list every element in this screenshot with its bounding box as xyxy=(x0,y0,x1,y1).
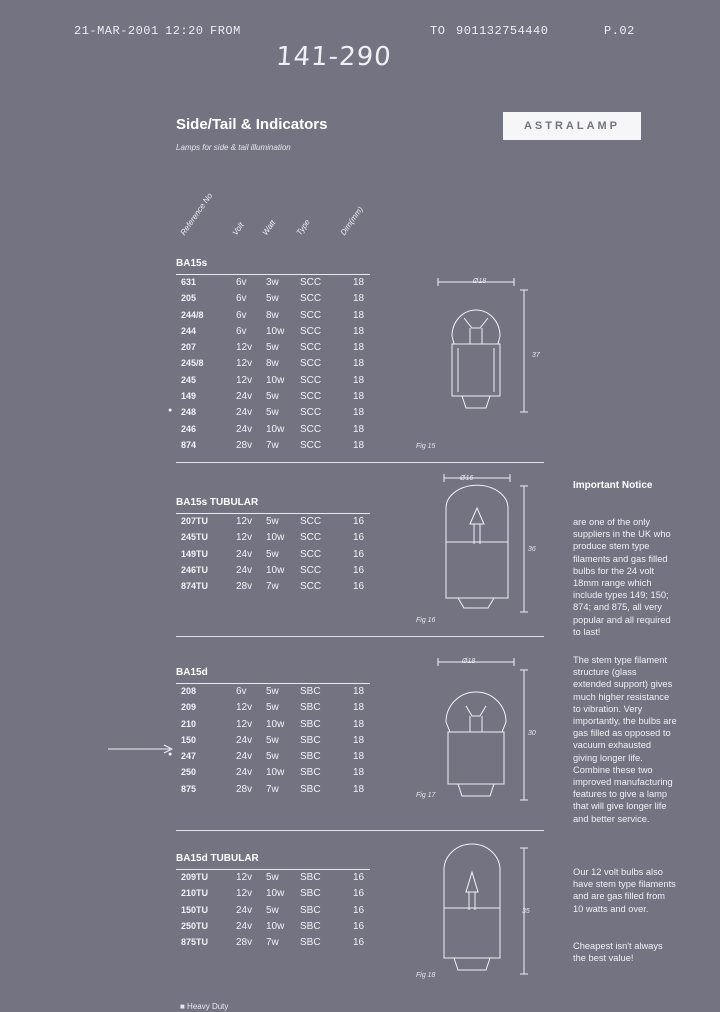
cell-type: SBC xyxy=(300,702,321,714)
fig17-dia: Ø18 xyxy=(462,658,476,665)
bulb-diagram-fig17 xyxy=(424,656,536,804)
section-divider xyxy=(176,830,544,831)
brand-logo: ASTRALAMP xyxy=(503,112,641,140)
cell-watt: 7w xyxy=(266,937,279,949)
fig17-label: Fig 17 xyxy=(416,792,436,799)
table-row xyxy=(176,324,370,340)
section-title: BA15d xyxy=(176,667,370,684)
cell-type: SCC xyxy=(300,532,322,544)
cell-dim: 18 xyxy=(353,767,365,779)
cell-type: SCC xyxy=(300,342,322,354)
col-type: Type xyxy=(294,217,312,237)
section-title: BA15s TUBULAR xyxy=(176,497,370,514)
cell-dim: 16 xyxy=(353,564,365,576)
cell-reference: 250TU xyxy=(181,920,209,931)
fig16-label: Fig 16 xyxy=(416,617,436,624)
fax-date: 21-MAR-2001 xyxy=(74,24,159,38)
cell-reference: 205 xyxy=(181,293,197,304)
section-divider xyxy=(176,462,544,463)
cell-watt: 5w xyxy=(266,342,279,354)
cell-watt: 10w xyxy=(266,325,285,337)
cell-volt: 28v xyxy=(236,439,253,451)
table-row xyxy=(176,547,370,563)
cell-type: SCC xyxy=(300,293,322,305)
cell-type: SCC xyxy=(300,439,322,451)
cell-dim: 16 xyxy=(353,872,365,883)
table-row xyxy=(176,291,370,307)
cell-dim: 16 xyxy=(353,888,365,900)
cell-reference: 209 xyxy=(181,702,197,713)
cell-watt: 7w xyxy=(266,581,279,593)
table-row xyxy=(176,438,370,454)
cell-dim: 18 xyxy=(353,702,365,714)
cell-type: SBC xyxy=(300,734,321,746)
table-row xyxy=(176,717,370,733)
cell-volt: 28v xyxy=(236,783,253,795)
cell-watt: 5w xyxy=(266,391,279,403)
cell-volt: 12v xyxy=(236,888,253,900)
cell-volt: 24v xyxy=(236,751,253,763)
cell-dim: 18 xyxy=(353,309,365,321)
section-title: BA15d TUBULAR xyxy=(176,853,370,870)
fax-page: P.02 xyxy=(604,24,635,38)
notice-paragraph-3: Our 12 volt bulbs also have stem type filaments and are gas filled from 10 watts and over. xyxy=(573,867,676,914)
cell-dim: 18 xyxy=(353,342,365,354)
cell-type: SBC xyxy=(300,904,321,916)
cell-type: SBC xyxy=(300,783,321,795)
cell-type: SCC xyxy=(300,581,322,593)
cell-dim: 18 xyxy=(353,277,365,288)
table-row xyxy=(176,886,370,902)
table-row xyxy=(176,935,370,951)
cell-dim: 18 xyxy=(353,783,365,795)
cell-reference: 250 xyxy=(181,767,197,778)
cell-volt: 6v xyxy=(236,686,247,697)
cell-type: SBC xyxy=(300,751,321,763)
col-watt: Watt xyxy=(260,218,278,237)
cell-reference: 207 xyxy=(181,342,197,353)
cell-type: SBC xyxy=(300,686,321,697)
cell-volt: 24v xyxy=(236,391,253,403)
table-row xyxy=(176,389,370,405)
cell-volt: 6v xyxy=(236,325,247,337)
cell-reference: 209TU xyxy=(181,872,209,882)
table-row xyxy=(176,782,370,798)
fax-time: 12:20 xyxy=(165,24,204,38)
fig18-label: Fig 18 xyxy=(416,972,436,979)
cell-reference: 631 xyxy=(181,277,197,287)
cell-reference: 207TU xyxy=(181,516,209,526)
cell-reference: 246 xyxy=(181,423,197,434)
cell-reference: 245/8 xyxy=(181,358,204,369)
table-row xyxy=(176,373,370,389)
cell-type: SCC xyxy=(300,358,322,370)
cell-reference: 210TU xyxy=(181,888,209,899)
cell-dim: 18 xyxy=(353,718,365,730)
cell-dim: 18 xyxy=(353,423,365,435)
table-row xyxy=(176,308,370,324)
cell-volt: 24v xyxy=(236,548,253,560)
cell-dim: 16 xyxy=(353,904,365,916)
notice-paragraph-4: Cheapest isn't always the best value! xyxy=(573,941,663,964)
cell-type: SCC xyxy=(300,564,322,576)
table-row xyxy=(176,356,370,372)
cell-watt: 10w xyxy=(266,767,285,779)
cell-watt: 7w xyxy=(266,439,279,451)
cell-type: SCC xyxy=(300,325,322,337)
table-row xyxy=(176,733,370,749)
cell-type: SBC xyxy=(300,937,321,949)
fax-to-label: TO xyxy=(430,24,446,38)
bulb-diagram-fig16 xyxy=(430,472,536,622)
fig15-dia: Ø18 xyxy=(473,278,487,285)
cell-volt: 24v xyxy=(236,407,253,419)
cell-type: SCC xyxy=(300,374,322,386)
table-row xyxy=(176,514,370,530)
section-ba15s-tubular xyxy=(176,497,370,595)
table-row xyxy=(168,749,370,765)
cell-volt: 24v xyxy=(236,564,253,576)
handwritten-note: 141-290 xyxy=(274,42,393,72)
cell-watt: 10w xyxy=(266,374,285,386)
cell-dim: 16 xyxy=(353,937,365,949)
cell-watt: 8w xyxy=(266,309,279,321)
cell-dim: 18 xyxy=(353,293,365,305)
cell-type: SBC xyxy=(300,718,321,730)
cell-watt: 5w xyxy=(266,872,279,883)
cell-watt: 5w xyxy=(266,702,279,714)
cell-reference: 246TU xyxy=(181,564,209,575)
cell-dim: 18 xyxy=(353,358,365,370)
table-row xyxy=(176,422,370,438)
cell-dim: 16 xyxy=(353,581,365,593)
section-ba15d-tubular xyxy=(176,853,370,951)
cell-volt: 12v xyxy=(236,872,253,883)
cell-reference: 150 xyxy=(181,734,197,745)
cell-volt: 12v xyxy=(236,516,253,527)
row-marker: ● xyxy=(168,407,173,415)
cell-reference: 244 xyxy=(181,325,197,336)
footer-legend: ■ Heavy Duty xyxy=(180,1002,229,1011)
cell-volt: 12v xyxy=(236,374,253,386)
bulb-diagram-fig18 xyxy=(436,836,536,982)
cell-watt: 5w xyxy=(266,686,279,697)
fig16-height: 36 xyxy=(528,546,536,553)
fig18-height: 35 xyxy=(522,908,530,915)
cell-reference: 875TU xyxy=(181,937,209,948)
row-marker: ● xyxy=(168,751,173,759)
cell-volt: 28v xyxy=(236,581,253,593)
cell-watt: 10w xyxy=(266,564,285,576)
cell-watt: 5w xyxy=(266,293,279,305)
cell-reference: 874 xyxy=(181,439,197,450)
cell-watt: 5w xyxy=(266,904,279,916)
cell-dim: 18 xyxy=(353,407,365,419)
cell-type: SCC xyxy=(300,548,322,560)
cell-type: SCC xyxy=(300,277,322,288)
cell-watt: 8w xyxy=(266,358,279,370)
section-ba15d xyxy=(168,667,370,798)
cell-watt: 5w xyxy=(266,734,279,746)
fig17-height: 30 xyxy=(528,730,536,737)
cell-volt: 24v xyxy=(236,734,253,746)
cell-watt: 5w xyxy=(266,516,279,527)
page-subtitle: Lamps for side & tail illumination xyxy=(176,143,291,152)
table-row xyxy=(176,700,370,716)
cell-type: SBC xyxy=(300,888,321,900)
cell-reference: 149TU xyxy=(181,548,209,559)
cell-type: SCC xyxy=(300,391,322,403)
cell-dim: 18 xyxy=(353,374,365,386)
cell-reference: 150TU xyxy=(181,904,209,915)
cell-watt: 5w xyxy=(266,548,279,560)
cell-reference: 875 xyxy=(181,783,197,794)
table-row xyxy=(176,765,370,781)
cell-watt: 7w xyxy=(266,783,279,795)
bulb-diagram-fig15 xyxy=(424,276,536,456)
table-row xyxy=(176,530,370,546)
cell-dim: 18 xyxy=(353,439,365,451)
fig16-dia: Ø16 xyxy=(460,475,474,482)
cell-type: SCC xyxy=(300,309,322,321)
cell-dim: 16 xyxy=(353,532,365,544)
cell-watt: 3w xyxy=(266,277,279,288)
cell-dim: 18 xyxy=(353,734,365,746)
cell-watt: 10w xyxy=(266,718,285,730)
fig15-label: Fig 15 xyxy=(416,443,436,450)
section-ba15s xyxy=(168,258,370,454)
cell-watt: 10w xyxy=(266,920,285,932)
table-row xyxy=(168,405,370,421)
cell-reference: 208 xyxy=(181,686,197,696)
cell-volt: 24v xyxy=(236,767,253,779)
fig15-height: 37 xyxy=(532,352,540,359)
section-title: BA15s xyxy=(176,258,370,275)
cell-volt: 6v xyxy=(236,309,247,321)
cell-volt: 6v xyxy=(236,277,247,288)
cell-type: SBC xyxy=(300,872,321,883)
table-row xyxy=(176,340,370,356)
cell-watt: 10w xyxy=(266,423,285,435)
col-reference: Reference No xyxy=(178,191,215,237)
cell-reference: 149 xyxy=(181,391,197,402)
section-divider xyxy=(176,636,544,637)
cell-volt: 24v xyxy=(236,423,253,435)
cell-reference: 874TU xyxy=(181,581,209,592)
table-row xyxy=(176,870,370,886)
arrow-icon xyxy=(108,744,174,754)
cell-type: SCC xyxy=(300,516,322,527)
table-row xyxy=(176,903,370,919)
cell-volt: 12v xyxy=(236,718,253,730)
cell-dim: 18 xyxy=(353,751,365,763)
cell-volt: 28v xyxy=(236,937,253,949)
cell-type: SBC xyxy=(300,920,321,932)
table-row xyxy=(176,563,370,579)
cell-reference: 245 xyxy=(181,374,197,385)
cell-watt: 5w xyxy=(266,751,279,763)
cell-volt: 12v xyxy=(236,702,253,714)
cell-watt: 10w xyxy=(266,532,285,544)
cell-reference: 247 xyxy=(181,751,197,762)
fax-from: FROM xyxy=(210,24,241,38)
cell-watt: 5w xyxy=(266,407,279,419)
notice-paragraph-1: are one of the only suppliers in the UK who produce stem type filaments and gas filled bulbs for the 24 volt 18mm range which include types 149; 150; 874; and 875, all very popular and all required to last! xyxy=(573,517,671,637)
cell-watt: 10w xyxy=(266,888,285,900)
cell-volt: 6v xyxy=(236,293,247,305)
cell-reference: 245TU xyxy=(181,532,209,543)
cell-type: SCC xyxy=(300,407,322,419)
table-row xyxy=(176,275,370,291)
page-title: Side/Tail & Indicators xyxy=(176,116,328,133)
cell-reference: 210 xyxy=(181,718,197,729)
cell-volt: 12v xyxy=(236,532,253,544)
cell-reference: 244/8 xyxy=(181,309,204,320)
cell-dim: 16 xyxy=(353,516,365,527)
cell-dim: 16 xyxy=(353,920,365,932)
col-volt: Volt xyxy=(230,220,246,237)
cell-type: SBC xyxy=(300,767,321,779)
cell-volt: 12v xyxy=(236,358,253,370)
cell-dim: 18 xyxy=(353,391,365,403)
col-dim: Dim(mm) xyxy=(338,204,365,237)
cell-volt: 24v xyxy=(236,904,253,916)
cell-reference: 248 xyxy=(181,407,197,418)
cell-dim: 16 xyxy=(353,548,365,560)
cell-volt: 12v xyxy=(236,342,253,354)
fax-to-number: 901132754440 xyxy=(456,24,549,38)
cell-volt: 24v xyxy=(236,920,253,932)
notice-title: Important Notice xyxy=(573,480,653,491)
table-row xyxy=(176,919,370,935)
cell-dim: 18 xyxy=(353,325,365,337)
table-row xyxy=(176,684,370,700)
table-row xyxy=(176,579,370,595)
cell-dim: 18 xyxy=(353,686,365,697)
cell-type: SCC xyxy=(300,423,322,435)
notice-paragraph-2: The stem type filament structure (glass extended support) gives much higher resistance to vibration. Very importantly, the bulbs are gas filled as opposed to vacuum exhausted giving longer life. Combine these two improved manufacturing features to give a lamp that will give longer life and better service. xyxy=(573,655,677,824)
